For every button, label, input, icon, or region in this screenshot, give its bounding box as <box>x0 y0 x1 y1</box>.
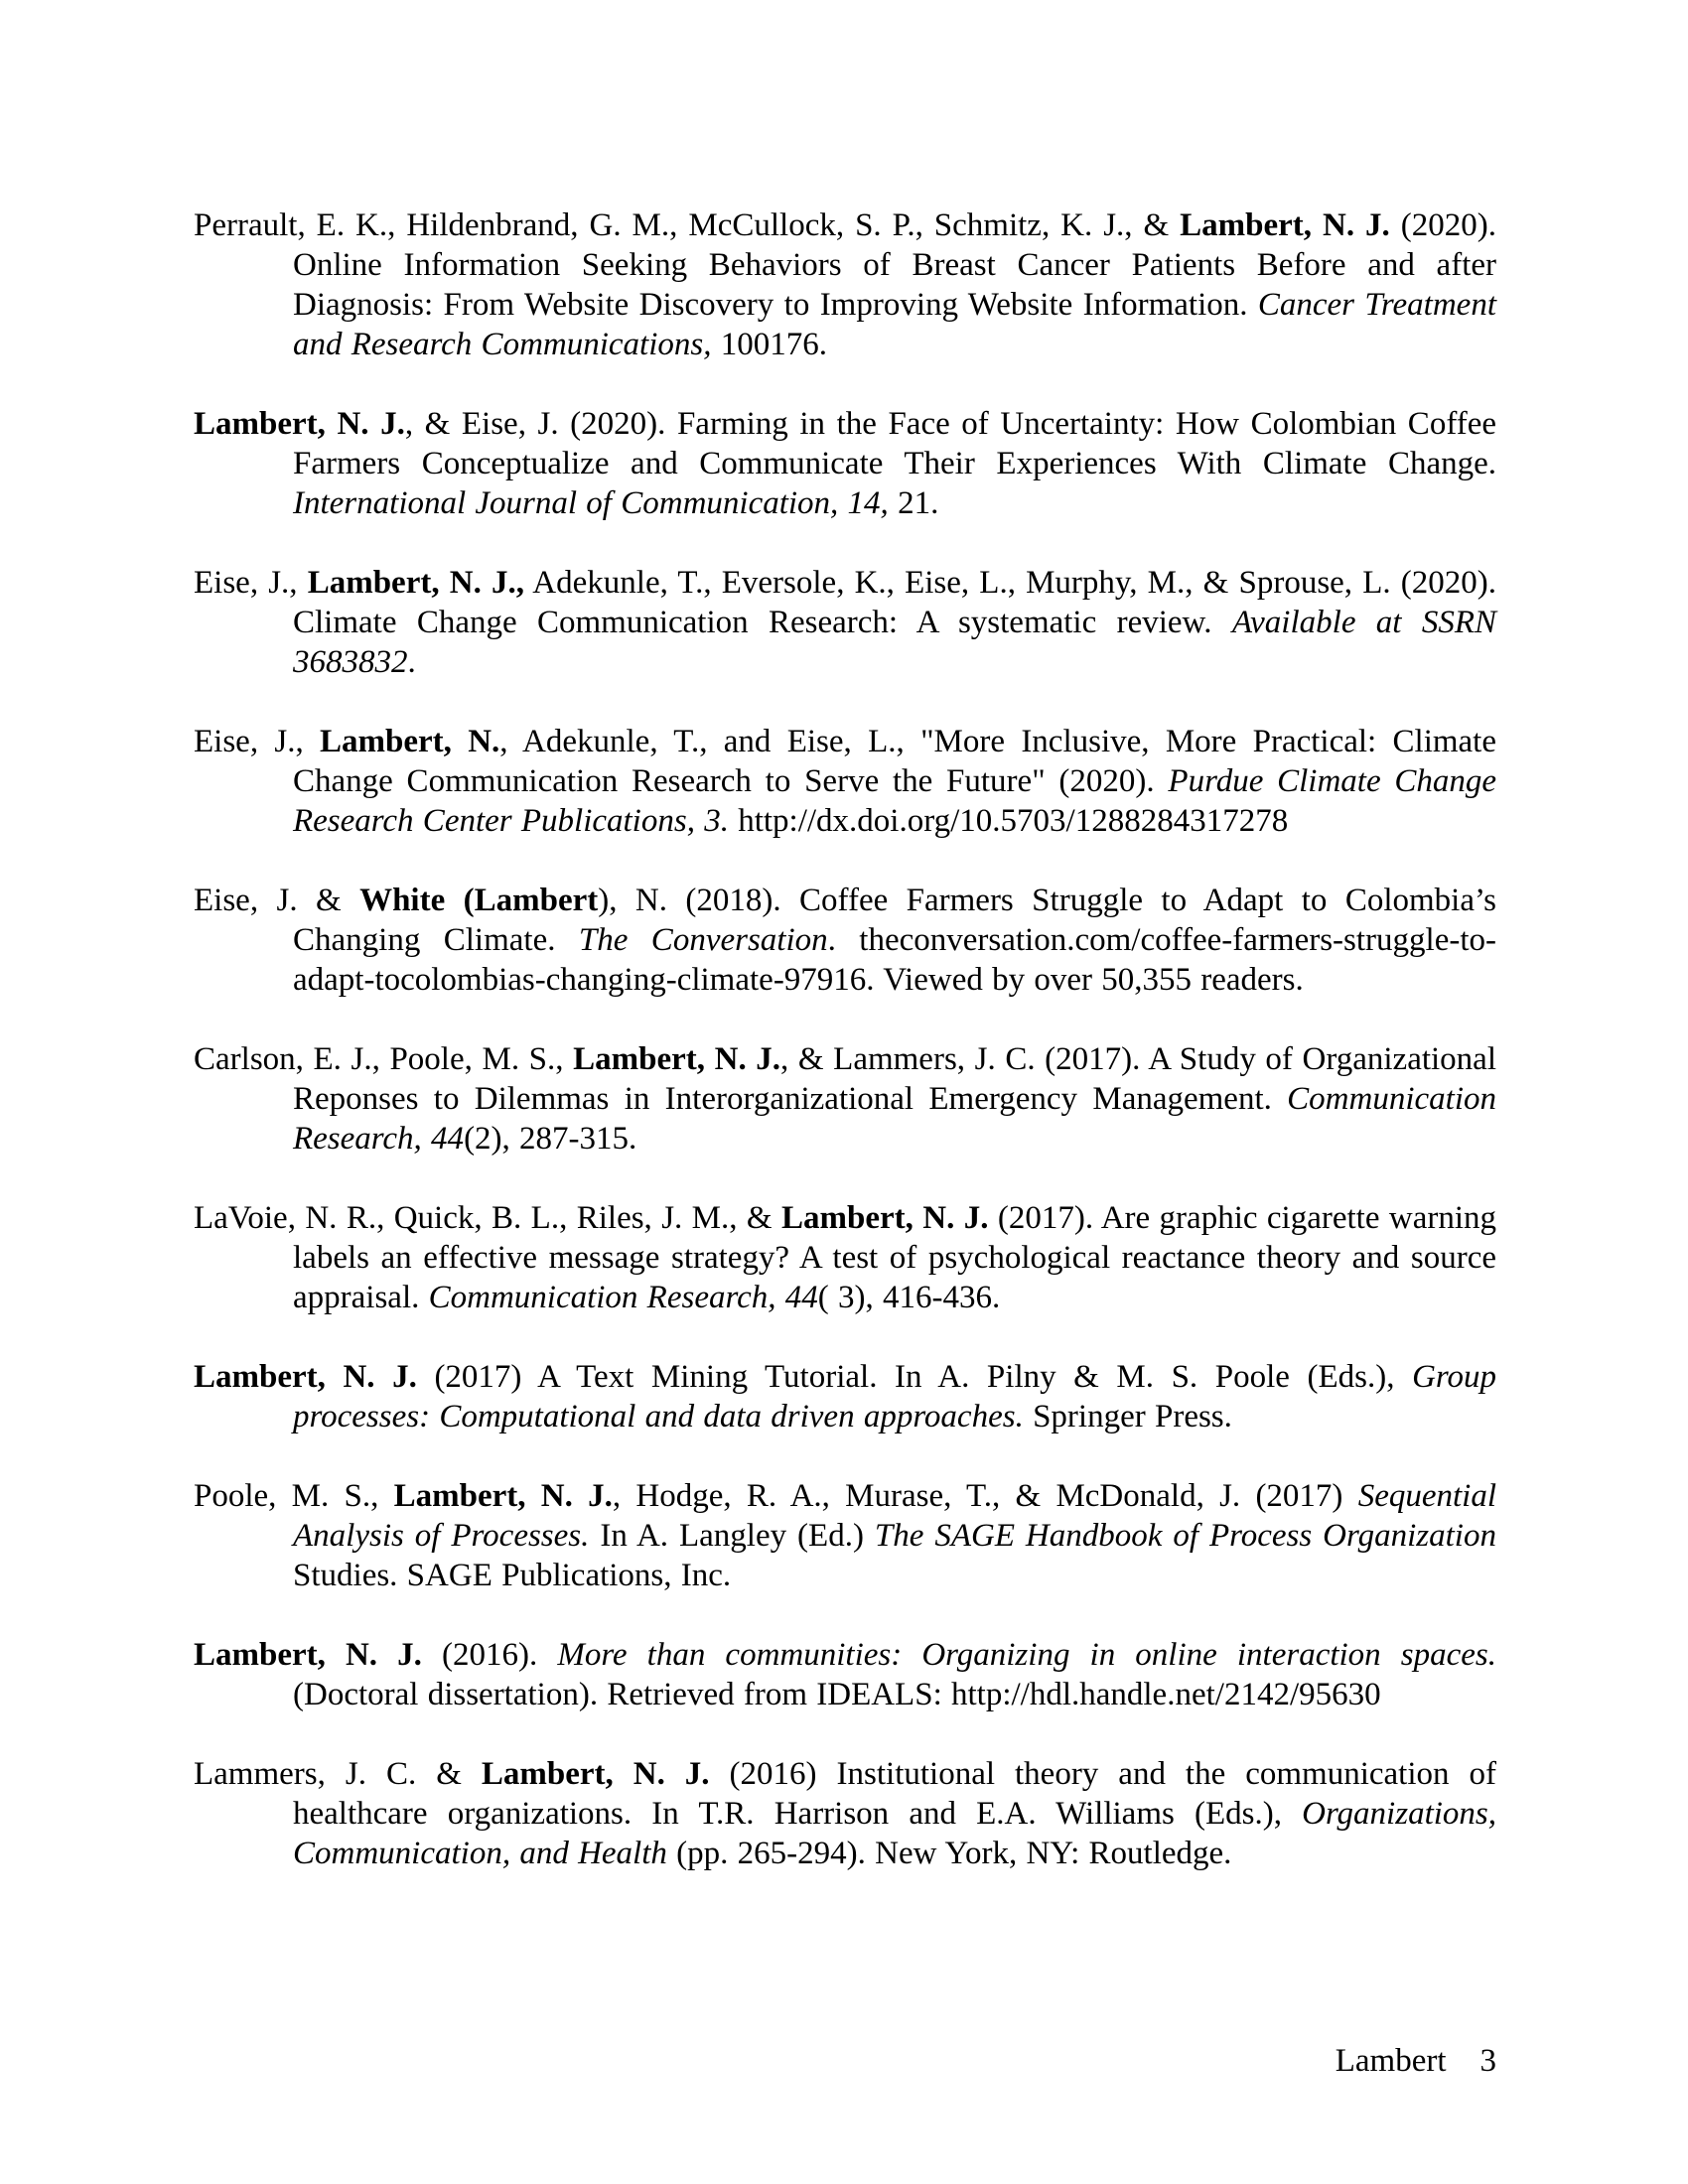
citation-text: ( 3), 416-436. <box>817 1280 1001 1315</box>
citation-text: LaVoie, N. R., Quick, B. L., Riles, J. M., & <box>194 1200 781 1236</box>
page-footer <box>194 2041 1496 2081</box>
citation-text: (pp. 265-294). New York, NY: Routledge. <box>666 1836 1232 1871</box>
author-highlight: Lambert, N. J. <box>573 1041 781 1077</box>
work-title: Organizations, Communication, and Health <box>293 1796 1496 1871</box>
citation <box>194 1357 1496 1436</box>
citation-text: ), N. (2018). Coffee Farmers Struggle to Adapt to Colombia’s Changing Climate. <box>293 883 1496 958</box>
citation-text: Eise, J. & <box>194 883 360 918</box>
citation <box>194 1635 1496 1714</box>
citation-text: In A. Langley (Ed.) <box>589 1518 875 1554</box>
work-title: Purdue Climate Change Research Center Publications, 3. <box>293 763 1497 839</box>
citation-text: http://dx.doi.org/10.5703/1288284317278 <box>728 803 1289 839</box>
citation-text: Poole, M. S., <box>194 1478 394 1514</box>
citation <box>194 881 1496 1000</box>
author-highlight: Lambert, N. J. <box>1180 207 1390 243</box>
citation <box>194 404 1496 523</box>
author-highlight: Lambert, N. J. <box>194 1637 422 1673</box>
citation-text: , Hodge, R. A., Murase, T., & McDonald, J. (2017) <box>612 1478 1358 1514</box>
author-highlight: Lambert, N. J. <box>780 1200 989 1236</box>
citation-text: (2017). Are graphic cigarette warning labels an effective message strategy? A test of psychological reactance theory and source appraisal. <box>293 1200 1497 1315</box>
citation-text: Eise, J., <box>194 565 308 601</box>
author-highlight: Lambert, N. J. <box>194 1359 417 1395</box>
work-title: Communication Research, 44 <box>293 1081 1496 1157</box>
citation-text: , & Lammers, J. C. (2017). A Study of Organizational Reponses to Dilemmas in Interorganizational Emergency Management. <box>293 1041 1496 1117</box>
author-highlight: Lambert, N. J., <box>307 565 524 601</box>
work-title: Available at SSRN 3683832 <box>293 605 1496 680</box>
citation-text: (2020). Online Information Seeking Behaviors of Breast Cancer Patients Before and after Diagnosis: From Website Discovery to Improving Website Information. <box>293 207 1497 323</box>
work-title: The Conversation <box>578 922 828 958</box>
citation <box>194 563 1496 682</box>
citation-text: Eise, J., <box>194 724 321 759</box>
author-highlight: Lambert, N. <box>320 724 500 759</box>
work-title: The SAGE Handbook of Process Organization <box>874 1518 1496 1554</box>
citation-text: Perrault, E. K., Hildenbrand, G. M., McCullock, S. P., Schmitz, K. J., & <box>194 207 1181 243</box>
citation-text: (2016). <box>421 1637 558 1673</box>
work-title: International Journal of Communication, 14, <box>293 485 889 521</box>
citation-text: 100176. <box>711 327 827 362</box>
author-highlight: Lambert, N. J. <box>393 1478 613 1514</box>
work-title: Cancer Treatment and Research Communications, <box>293 287 1497 362</box>
work-title: Sequential Analysis of Processes. <box>293 1478 1496 1554</box>
citation <box>194 1476 1496 1595</box>
citation-text: 21. <box>888 485 939 521</box>
author-highlight: Lambert, N. J. <box>481 1756 710 1792</box>
footer-page-number: 3 <box>1479 2043 1496 2079</box>
citation <box>194 1198 1496 1317</box>
citation <box>194 722 1496 841</box>
citation-text: (2016) Institutional theory and the communication of healthcare organizations. In T.R. Harrison and E.A. Williams (Eds.), <box>293 1756 1496 1832</box>
citation <box>194 1754 1496 1873</box>
citation-text: (2017) A Text Mining Tutorial. In A. Pilny & M. S. Poole (Eds.), <box>416 1359 1413 1395</box>
citation-text: Studies. SAGE Publications, Inc. <box>293 1558 732 1593</box>
footer-author: Lambert <box>1335 2043 1447 2079</box>
work-title: More than communities: Organizing in online interaction spaces. <box>557 1637 1497 1673</box>
author-highlight: White (Lambert <box>359 883 599 918</box>
citation-text: Lammers, J. C. & <box>194 1756 482 1792</box>
author-highlight: Lambert, N. J. <box>194 406 405 442</box>
citation <box>194 1039 1496 1159</box>
citation-text: . theconversation.com/coffee-farmers-struggle-to-adapt-tocolombias-changing-climate-97916. Viewed by over 50,355 readers. <box>293 922 1496 998</box>
publication-list <box>194 205 1496 1873</box>
citation-text: . <box>407 644 416 680</box>
citation-text: (2), 287-315. <box>464 1121 637 1157</box>
citation-text: (Doctoral dissertation). Retrieved from IDEALS: http://hdl.handle.net/2142/95630 <box>293 1677 1381 1712</box>
work-title: Group processes: Computational and data driven approaches. <box>293 1359 1497 1434</box>
citation-text: Carlson, E. J., Poole, M. S., <box>194 1041 574 1077</box>
citation <box>194 205 1496 364</box>
citation-text: , Adekunle, T., and Eise, L., "More Inclusive, More Practical: Climate Change Communication Research to Serve the Future" (2020). <box>293 724 1496 799</box>
work-title: Communication Research, 44 <box>428 1280 818 1315</box>
citation-text: , & Eise, J. (2020). Farming in the Face of Uncertainty: How Colombian Coffee Farmers Conceptualize and Communicate Their Experiences With Climate Change. <box>293 406 1496 481</box>
citation-text: Springer Press. <box>1023 1399 1232 1434</box>
citation-text: Adekunle, T., Eversole, K., Eise, L., Murphy, M., & Sprouse, L. (2020). Climate Change Communication Research: A systematic review. <box>293 565 1496 640</box>
